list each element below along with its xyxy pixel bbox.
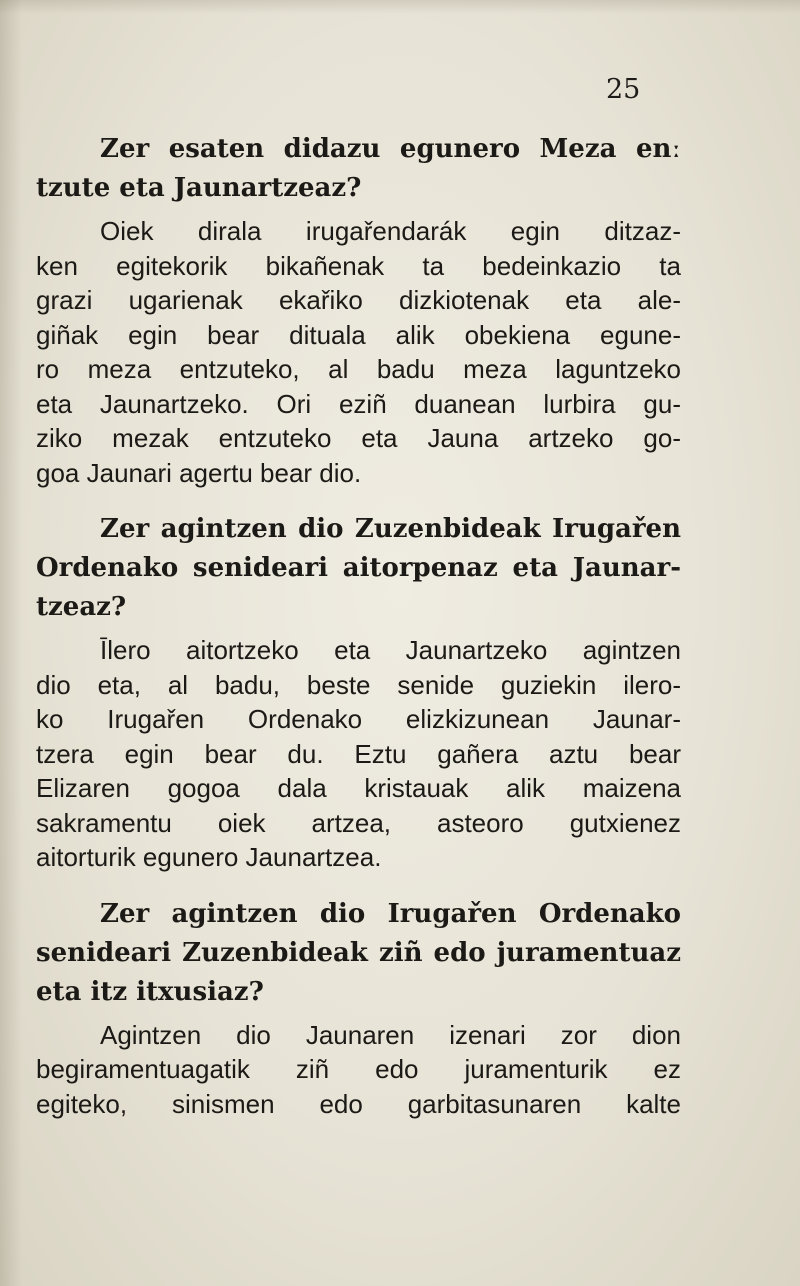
answer-2 bbox=[36, 633, 681, 875]
question-1 bbox=[36, 130, 681, 208]
question-line: senideari Zuzenbideak ziñ edo juramentuaz bbox=[36, 937, 681, 968]
answer-line: tzera egin bear du. Eztu gañera aztu bear bbox=[36, 738, 681, 769]
answer-line: Agintzen dio Jaunaren izenari zor dion bbox=[100, 1019, 681, 1050]
question-line: Ordenako senideari aitorpenaz eta Jaunar- bbox=[36, 553, 681, 583]
answer-3 bbox=[36, 1018, 681, 1122]
question-3 bbox=[36, 895, 681, 1012]
page-edge-shadow bbox=[0, 0, 22, 1286]
page-content bbox=[36, 130, 681, 1141]
answer-line: eta Jaunartzeko. Ori eziñ duanean lurbira gu- bbox=[36, 388, 681, 419]
page-number: 25 bbox=[606, 74, 641, 105]
page-top-shadow bbox=[0, 0, 800, 14]
answer-line: ko Irugařen Ordenako elizkizunean Jaunar- bbox=[36, 704, 681, 734]
question-line: Zer esaten didazu egunero Meza enː bbox=[100, 134, 681, 164]
answer-line: egiteko, sinismen edo garbitasunaren kalte bbox=[36, 1088, 681, 1119]
question-line: eta itz itxusiaz? bbox=[36, 976, 264, 1007]
question-line: tzute eta Jaunartzeaz? bbox=[36, 173, 362, 203]
answer-line: grazi ugarienak ekařiko dizkiotenak eta ale- bbox=[36, 285, 681, 315]
answer-line: ziko mezak entzuteko eta Jauna artzeko go- bbox=[36, 423, 681, 453]
answer-line: giñak egin bear dituala alik obekiena egune- bbox=[36, 319, 681, 350]
answer-line: ken egitekorik bikañenak ta bedeinkazio ta bbox=[36, 250, 681, 281]
question-line: tzeaz? bbox=[36, 592, 127, 622]
answer-line: ro meza entzuteko, al badu meza laguntzeko bbox=[36, 354, 681, 384]
answer-line: aitorturik egunero Jaunartzea. bbox=[36, 842, 382, 872]
question-line: Zer agintzen dio Irugařen Ordenako bbox=[100, 898, 681, 929]
answer-line: Oiek dirala irugařendarák egin ditzaz- bbox=[100, 216, 681, 246]
answer-line: dio eta, al badu, beste senide guziekin ilero- bbox=[36, 669, 681, 700]
answer-line: begiramentuagatik ziñ edo juramenturik ez bbox=[36, 1054, 681, 1084]
question-line: Zer agintzen dio Zuzenbideak Irugařen bbox=[100, 514, 681, 544]
answer-1 bbox=[36, 214, 681, 490]
answer-line: sakramentu oiek artzea, asteoro gutxienez bbox=[36, 807, 681, 838]
question-2 bbox=[36, 510, 681, 627]
answer-line: Elizaren gogoa dala kristauak alik maizena bbox=[36, 773, 681, 803]
answer-line: goa Jaunari agertu bear dio. bbox=[36, 457, 362, 488]
answer-line: Īlero aitortzeko eta Jaunartzeko agintzen bbox=[100, 635, 681, 665]
